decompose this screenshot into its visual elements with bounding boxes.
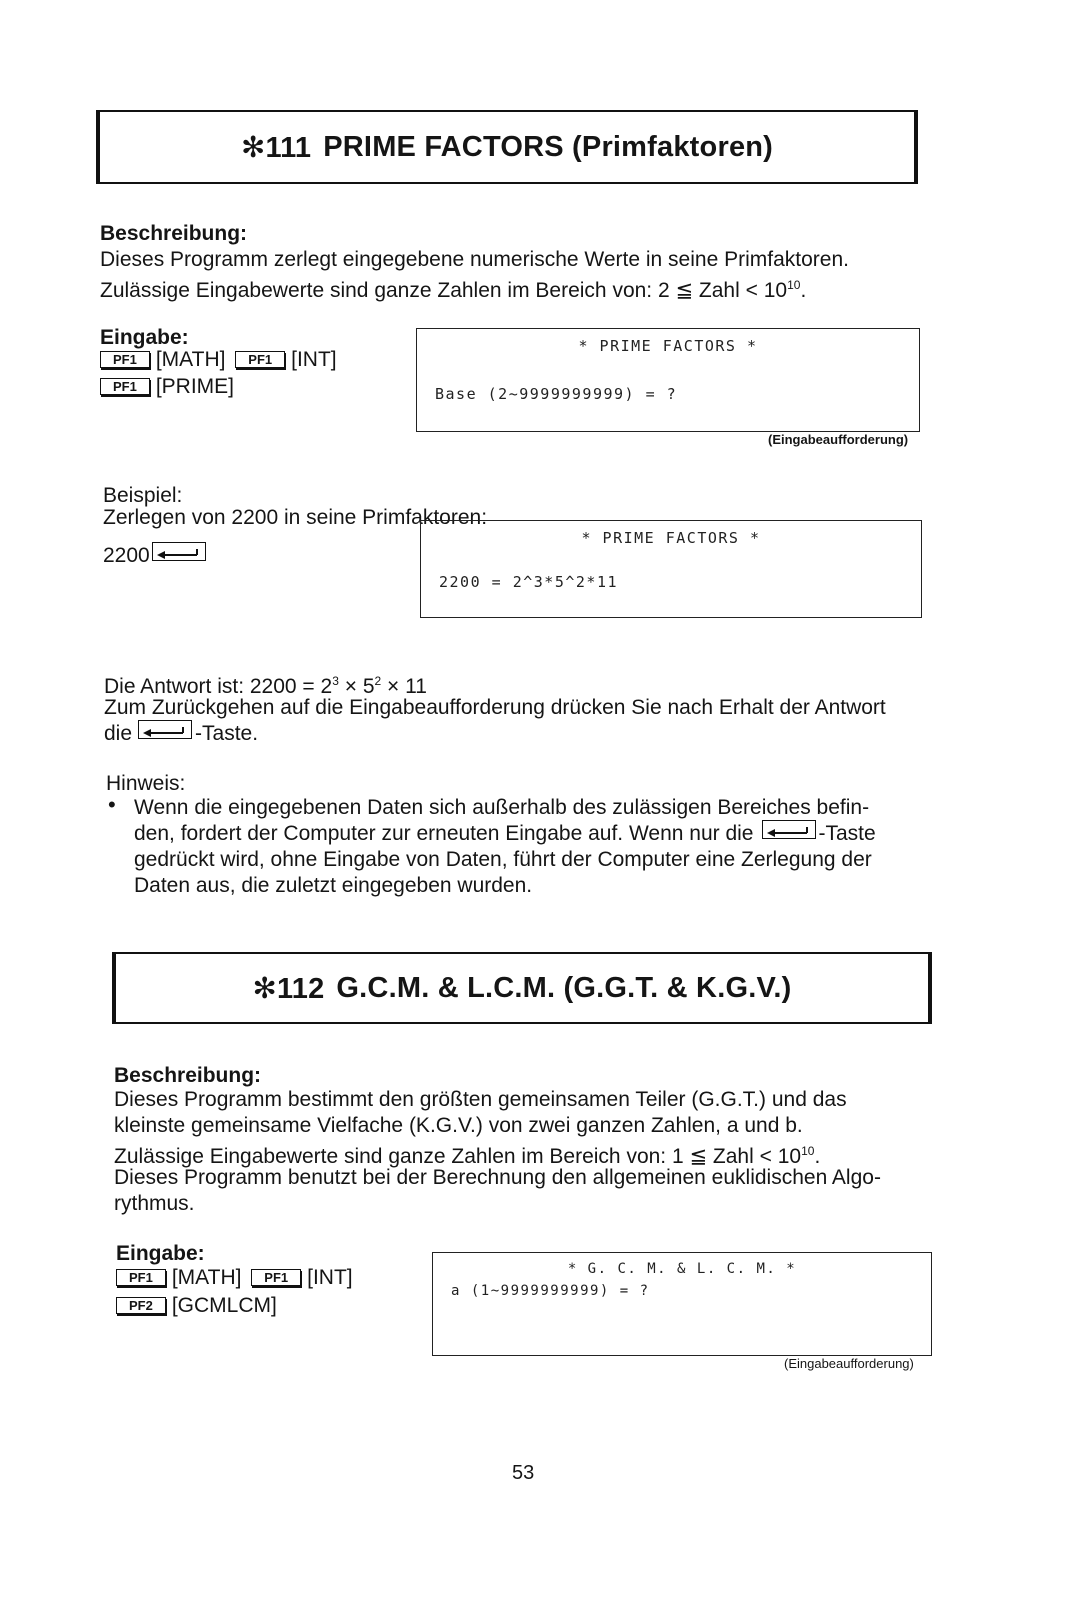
- section-112-number: ✻112: [252, 972, 325, 1005]
- pf1-key: PF1: [251, 1269, 301, 1286]
- section-112-description-line-4: Dieses Programm benutzt bei der Berechnung den allgemeinen euklidischen Algo-: [114, 1166, 881, 1189]
- enter-key-icon: [762, 820, 816, 839]
- section-111-description-line-2: Zulässige Eingabewerte sind ganze Zahlen im Bereich von: 2 ≦ Zahl < $10^{10}$.: [100, 278, 807, 302]
- section-111-description-label: Beschreibung:: [100, 222, 248, 245]
- prime-factors-result-screen: [420, 520, 922, 618]
- screen-title: * PRIME FACTORS *: [578, 337, 758, 355]
- section-111-input-line-2: PF1 [PRIME]: [100, 373, 234, 400]
- prompt-caption: (Eingabeaufforderung): [784, 1356, 914, 1371]
- section-111-input-line-1: PF1 [MATH] PF1 [INT]: [100, 346, 337, 373]
- section-111-number: ✻111: [240, 131, 312, 164]
- section-112-description-label: Beschreibung:: [114, 1064, 262, 1087]
- section-112-description-line-3: Zulässige Eingabewerte sind ganze Zahlen im Bereich von: 1 ≦ Zahl < $10^{10}$.: [114, 1144, 821, 1168]
- pf1-key: PF1: [116, 1269, 166, 1286]
- note-line-1: Wenn die eingegebenen Daten sich außerhalb des zulässigen Bereiches befin-: [134, 796, 870, 819]
- section-112-title: G.C.M. & L.C.M. (G.G.T. & K.G.V.): [336, 971, 792, 1004]
- section-111-title: PRIME FACTORS (Primfaktoren): [323, 130, 774, 163]
- screen-title: * PRIME FACTORS *: [581, 529, 761, 547]
- section-112-description-line-5: rythmus.: [114, 1192, 195, 1215]
- section-112-header: [112, 952, 932, 1024]
- pf2-key: PF2: [116, 1297, 166, 1314]
- enter-key-icon: [152, 542, 206, 561]
- enter-key-icon: [138, 720, 192, 739]
- section-111-header: [96, 110, 918, 184]
- note-label: Hinweis:: [106, 772, 186, 795]
- prompt-caption: (Eingabeaufforderung): [768, 432, 909, 447]
- screen-prompt: Base (2~9999999999) = ?: [435, 385, 678, 403]
- section-112-description-line-1: Dieses Programm bestimmt den größten gemeinsamen Teiler (G.G.T.) und das: [114, 1088, 847, 1111]
- note-line-4: Daten aus, die zuletzt eingegeben wurden.: [134, 874, 533, 897]
- answer-line: Die Antwort ist: $2200 = 2^3 \times 5^2 \times 11$: [104, 674, 427, 698]
- note-line-2: den, fordert der Computer zur erneuten Eingabe auf. Wenn nur die -Taste: [134, 822, 876, 845]
- example-description: Zerlegen von 2200 in seine Primfaktoren:: [103, 506, 488, 529]
- screen-title: * G. C. M. & L. C. M. *: [567, 1261, 797, 1277]
- section-112-input-line-2: PF2 [GCMLCM]: [116, 1292, 277, 1319]
- page-number: 53: [512, 1462, 535, 1484]
- example-input: 2200: [103, 542, 209, 569]
- bullet-icon: •: [108, 792, 116, 817]
- section-112-description-line-2: kleinste gemeinsame Vielfache (K.G.V.) von zwei ganzen Zahlen, a und b.: [114, 1114, 803, 1137]
- gcm-lcm-prompt-screen: [432, 1252, 932, 1356]
- note-line-3: gedrückt wird, ohne Eingabe von Daten, führt der Computer eine Zerlegung der: [134, 848, 872, 871]
- return-line-2: die -Taste.: [104, 722, 259, 745]
- example-label: Beispiel:: [103, 484, 183, 507]
- prime-factors-prompt-screen: [416, 328, 920, 432]
- section-111-input-label: Eingabe:: [100, 326, 189, 349]
- section-112-input-label: Eingabe:: [116, 1242, 205, 1265]
- pf1-key: PF1: [100, 378, 150, 395]
- section-111-description-line-1: Dieses Programm zerlegt eingegebene numerische Werte in seine Primfaktoren.: [100, 248, 849, 271]
- pf1-key: PF1: [235, 351, 285, 368]
- screen-prompt: a (1~9999999999) = ?: [451, 1283, 650, 1299]
- section-112-input-line-1: PF1 [MATH] PF1 [INT]: [116, 1264, 353, 1291]
- screen-result: 2200 = 2^3*5^2*11: [439, 573, 619, 591]
- return-line-1: Zum Zurückgehen auf die Eingabeaufforderung drücken Sie nach Erhalt der Antwort: [104, 696, 886, 719]
- pf1-key: PF1: [100, 351, 150, 368]
